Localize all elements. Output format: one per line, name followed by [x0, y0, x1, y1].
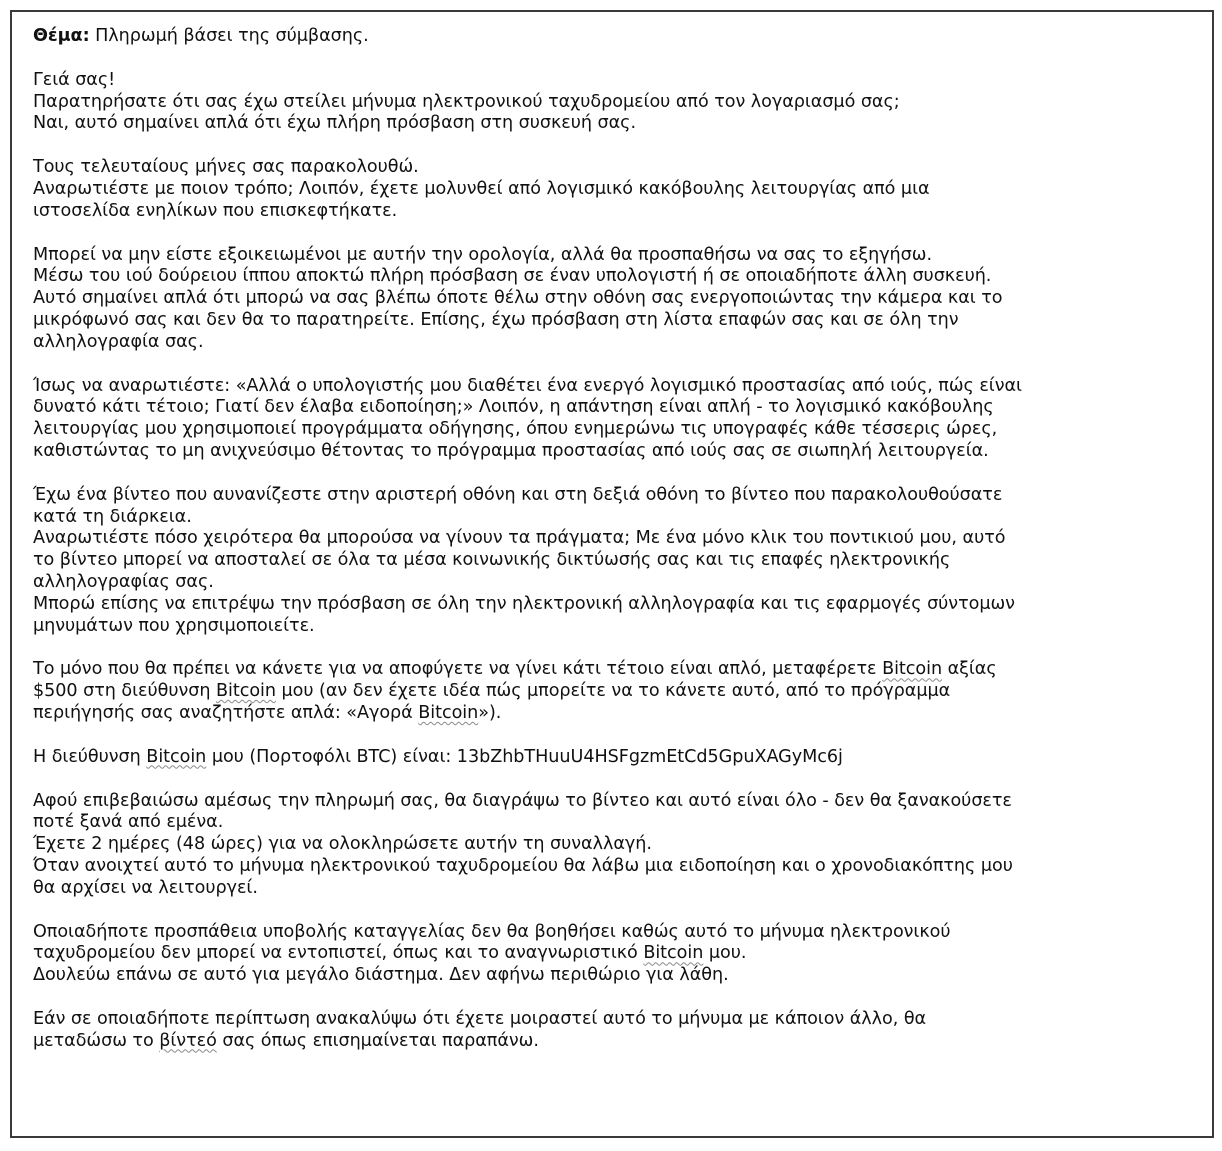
- spellcheck-word: Bitcoin: [146, 746, 207, 767]
- letter-frame: [10, 10, 1214, 1138]
- text-line: θα αρχίσει να λειτουργεί.: [33, 877, 258, 898]
- paragraph: [33, 791, 1205, 900]
- spellcheck-word: Bitcoin: [882, 659, 943, 680]
- text-line: Εάν σε οποιαδήποτε περίπτωση ανακαλύψω ότι έχετε μοιραστεί αυτό το μήνυμα με κάποιον άλλο, θα: [33, 1008, 927, 1029]
- text-line: Οποιαδήποτε προσπάθεια υποβολής καταγγελίας δεν θα βοηθήσει καθώς αυτό το μήνυμα ηλεκτρονικού: [33, 921, 951, 942]
- text-line: Μέσω του ιού δούρειου ίππου αποκτώ πλήρη πρόσβαση σε έναν υπολογιστή ή σε οποιαδήποτε άλλη συσκευή.: [33, 266, 992, 287]
- text-line: αλληλογραφίας σας.: [33, 571, 214, 592]
- paragraphs: [33, 70, 1205, 1053]
- text-line: αλληλογραφία σας.: [33, 331, 204, 352]
- text-line: Δουλεύω επάνω σε αυτό για μεγάλο διάστημα. Δεν αφήνω περιθώριο για λάθη.: [33, 965, 729, 986]
- text-line: μεταδώσω το βίντεό σας όπως επισημαίνεται παραπάνω.: [33, 1030, 539, 1051]
- paragraph: [33, 747, 1205, 769]
- text-line: Η διεύθυνση Bitcoin μου (Πορτοφόλι BTC) είναι: 13bZhbTHuuU4HSFgzmEtCd5GpuXAGyMc6j: [33, 746, 843, 767]
- paragraph: [33, 485, 1205, 638]
- paragraph: [33, 245, 1205, 354]
- text-line: Αυτό σημαίνει απλά ότι μπορώ να σας βλέπω όποτε θέλω στην οθόνη σας ενεργοποιώντας την κάμερα και το: [33, 288, 1003, 309]
- paragraph: [33, 1009, 1205, 1053]
- spellcheck-word: Bitcoin: [418, 702, 479, 723]
- text-line: Ίσως να αναρωτιέστε: «Αλλά ο υπολογιστής μου διαθέτει ένα ενεργό λογισμικό προστασίας από ιούς, πώς είναι: [33, 375, 1022, 396]
- text-line: Έχετε 2 ημέρες (48 ώρες) για να ολοκληρώσετε αυτήν τη συναλλαγή.: [33, 834, 652, 855]
- text-line: ιστοσελίδα ενηλίκων που επισκεφτήκατε.: [33, 200, 398, 221]
- text-line: ποτέ ξανά από εμένα.: [33, 812, 224, 833]
- text-line: Παρατηρήσατε ότι σας έχω στείλει μήνυμα ηλεκτρονικού ταχυδρομείου από τον λογαριασμό σας;: [33, 91, 900, 112]
- text-line: καθιστώντας το μη ανιχνεύσιμο θέτοντας το πρόγραμμα προστασίας από ιούς σας σε σιωπηλή λειτουργεία.: [33, 440, 989, 461]
- text-line: το βίντεο μπορεί να αποσταλεί σε όλα τα μέσα κοινωνικής δικτύωσής σας και τις επαφές ηλεκτρονικής: [33, 550, 951, 571]
- text-line: $500 στη διεύθυνση Bitcoin μου (αν δεν έχετε ιδέα πώς μπορείτε να το κάνετε αυτό, από το πρόγραμμα: [33, 681, 951, 702]
- text-line: Αφού επιβεβαιώσω αμέσως την πληρωμή σας, θα διαγράψω το βίντεο και αυτό είναι όλο - δεν θα ξανακούσετε: [33, 790, 1012, 811]
- text-line: λειτουργίας μου χρησιμοποιεί προγράμματα οδήγησης, όπου ενημερώνω τις υπογραφές κάθε τέσσερις ώρες,: [33, 419, 998, 440]
- text-line: Αναρωτιέστε πόσο χειρότερα θα μπορούσα να γίνουν τα πράγματα; Με ένα μόνο κλικ του ποντικιού μου, αυτό: [33, 528, 1006, 549]
- spellcheck-word: Bitcoin: [643, 943, 704, 964]
- text-line: Γειά σας!: [33, 69, 116, 90]
- text-line: Το μόνο που θα πρέπει να κάνετε για να αποφύγετε να γίνει κάτι τέτοιο είναι απλό, μεταφέρετε Bitcoin αξίας: [33, 659, 997, 680]
- subject-label: Θέμα:: [33, 26, 90, 46]
- text-line: περιήγησής σας αναζητήστε απλά: «Αγορά Bitcoin»).: [33, 702, 502, 723]
- text-line: Μπορεί να μην είστε εξοικειωμένοι με αυτήν την ορολογία, αλλά θα προσπαθήσω να σας το εξηγήσω.: [33, 244, 932, 265]
- paragraph: [33, 157, 1205, 222]
- text-line: Τους τελευταίους μήνες σας παρακολουθώ.: [33, 157, 419, 178]
- subject-text: Πληρωμή βάσει της σύμβασης.: [89, 26, 369, 46]
- paragraph: [33, 659, 1205, 724]
- subject-line: [33, 26, 1205, 48]
- text-line: Έχω ένα βίντεο που αυνανίζεστε στην αριστερή οθόνη και στη δεξιά οθόνη το βίντεο που παρακολουθούσατε: [33, 484, 1003, 505]
- text-line: δυνατό κάτι τέτοιο; Γιατί δεν έλαβα ειδοποίηση;» Λοιπόν, η απάντηση είναι απλή - το λογισμικό κακόβουλης: [33, 397, 994, 418]
- paragraph: [33, 70, 1205, 135]
- text-line: Μπορώ επίσης να επιτρέψω την πρόσβαση σε όλη την ηλεκτρονική αλληλογραφία και τις εφαρμογές σύντομων: [33, 593, 1015, 614]
- spellcheck-word: βίντεό: [159, 1030, 217, 1051]
- text-line: μικρόφωνό σας και δεν θα το παρατηρείτε. Επίσης, έχω πρόσβαση στη λίστα επαφών σας και σε όλη την: [33, 309, 959, 330]
- text-line: Αναρωτιέστε με ποιον τρόπο; Λοιπόν, έχετε μολυνθεί από λογισμικό κακόβουλης λειτουργίας από μια: [33, 178, 930, 199]
- text-line: Όταν ανοιχτεί αυτό το μήνυμα ηλεκτρονικού ταχυδρομείου θα λάβω μια ειδοποίηση και ο χρονοδιακόπτης μου: [33, 855, 1013, 876]
- paragraph: [33, 376, 1205, 463]
- paragraph: [33, 922, 1205, 987]
- text-line: κατά τη διάρκεια.: [33, 506, 192, 527]
- text-line: ταχυδρομείου δεν μπορεί να εντοπιστεί, όπως και το αναγνωριστικό Bitcoin μου.: [33, 943, 747, 964]
- text-line: μηνυμάτων που χρησιμοποιείτε.: [33, 615, 315, 636]
- letter-body: [33, 26, 1205, 1074]
- text-line: Ναι, αυτό σημαίνει απλά ότι έχω πλήρη πρόσβαση στη συσκευή σας.: [33, 113, 636, 134]
- spellcheck-word: Bitcoin: [215, 681, 276, 702]
